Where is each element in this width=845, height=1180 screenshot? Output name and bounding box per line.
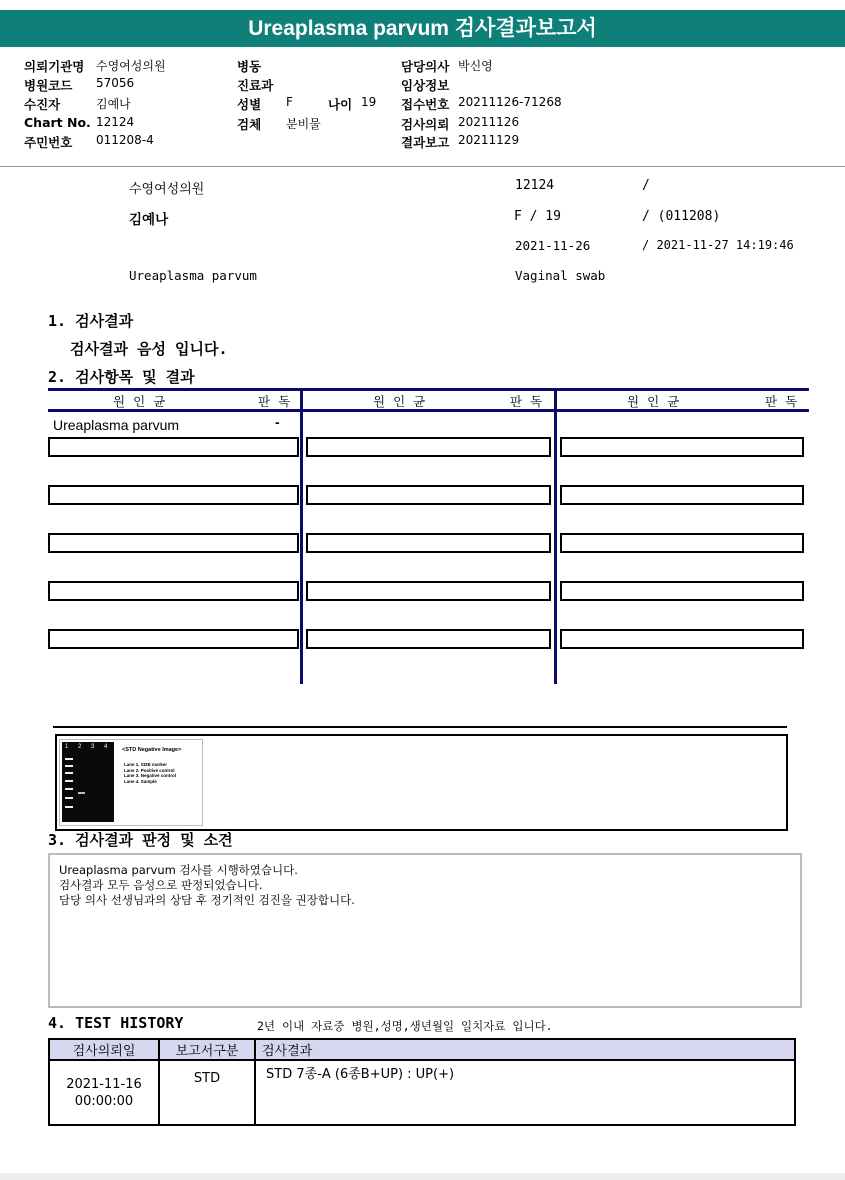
marker-band: [65, 797, 73, 799]
history-header-row: [49, 1039, 795, 1060]
empty-result-box: [306, 533, 551, 553]
empty-result-box: [306, 629, 551, 649]
gel-legend-item: Lane 3. Negative control: [124, 773, 177, 778]
summary-birth: / (011208): [642, 209, 721, 224]
empty-result-box: [48, 533, 299, 553]
empty-result-box: [306, 581, 551, 601]
history-table: [48, 1038, 796, 1126]
doctor-value: 박신영: [458, 59, 493, 73]
summary-chart-no: 12124: [515, 178, 555, 193]
col3-judgement-header: 판독: [765, 394, 806, 409]
patient-value: 김예나: [96, 97, 131, 111]
history-col-type: 보고서구분: [159, 1039, 255, 1060]
history-date-cell: [49, 1060, 159, 1125]
marker-band: [65, 765, 73, 767]
report-date-value: 20211129: [458, 133, 520, 147]
history-result: STD 7종-A (6종B+UP) : UP(+): [255, 1060, 795, 1125]
col2-pathogen-header: 원인균: [373, 394, 434, 409]
opinion-text: [59, 863, 355, 908]
summary-report-datetime: / 2021-11-27 14:19:46: [642, 238, 794, 252]
section3-heading: 3. 검사결과 판정 및 소견: [48, 831, 233, 849]
grid-top-rule: [48, 388, 809, 391]
request-date-value: 20211126: [458, 115, 520, 129]
opinion-line: 검사결과 모두 음성으로 판정되었습니다.: [59, 878, 263, 892]
marker-band: [65, 780, 73, 782]
chart-no-label: Chart No.: [24, 115, 91, 130]
section1-heading: 1. 검사결과: [48, 312, 134, 330]
empty-result-box: [560, 629, 804, 649]
age-value: 19: [361, 95, 377, 109]
summary-receipt-date: 2021-11-26: [515, 238, 591, 253]
age-label: 나이: [328, 97, 353, 112]
empty-result-box: [306, 437, 551, 457]
gel-rule: [53, 726, 787, 728]
summary-hospital: 수영여성의원: [129, 182, 205, 197]
clinical-info-label: 임상정보: [401, 78, 450, 93]
col2-judgement-header: 판독: [510, 394, 551, 409]
lane-number: 2: [78, 744, 82, 750]
lane-number: 1: [65, 744, 69, 750]
pathogen-judgement: -: [275, 414, 280, 430]
empty-result-box: [560, 581, 804, 601]
lane-number: 3: [91, 744, 95, 750]
empty-result-box: [48, 485, 299, 505]
history-col-result: 검사결과: [255, 1039, 795, 1060]
grid-divider-2: [554, 388, 557, 684]
gel-legend-item: Lane 1. SIZE marker: [124, 762, 168, 767]
report-title: Ureaplasma parvum 검사결과보고서: [0, 10, 845, 47]
doctor-label: 담당의사: [401, 59, 450, 74]
gel-legend-item: Lane 4. Sample: [124, 778, 157, 784]
summary-slash: /: [642, 178, 650, 193]
summary-patient: 김예나: [129, 212, 169, 228]
table-row: [49, 1060, 795, 1125]
positive-band: [78, 792, 85, 794]
col3-pathogen-header: 원인균: [627, 394, 688, 409]
opinion-line: Ureaplasma parvum 검사를 시행하였습니다.: [59, 863, 298, 877]
request-date-label: 검사의뢰: [401, 117, 450, 132]
receipt-no-label: 접수번호: [401, 97, 450, 112]
grid-divider-1: [300, 388, 303, 684]
summary-specimen: Vaginal swab: [515, 268, 606, 283]
history-col-date: 검사의뢰일: [49, 1039, 159, 1060]
marker-band: [65, 758, 73, 760]
hospital-label: 의뢰기관명: [24, 59, 85, 74]
col1-judgement-header: 판독: [258, 394, 299, 409]
empty-result-box: [48, 581, 299, 601]
marker-band: [65, 788, 73, 790]
rrn-label: 주민번호: [24, 135, 73, 150]
summary-test-name: Ureaplasma parvum: [129, 268, 257, 283]
rrn-value: 011208-4: [96, 133, 154, 147]
page-bottom-edge: [0, 1173, 845, 1180]
section2-heading: 2. 검사항목 및 결과: [48, 368, 195, 386]
chart-no-value: 12124: [96, 115, 135, 129]
history-type: STD: [159, 1060, 255, 1125]
dept-label: 진료과: [237, 78, 274, 93]
section1-result: 검사결과 음성 입니다.: [70, 340, 228, 358]
empty-result-box: [560, 485, 804, 505]
gel-legend-item: Lane 2. Positive control: [124, 767, 175, 773]
hospital-code-label: 병원코드: [24, 78, 73, 93]
hospital-value: 수영여성의원: [96, 59, 166, 73]
sex-label: 성별: [237, 97, 262, 112]
report-date-label: 결과보고: [401, 135, 450, 150]
empty-result-box: [560, 437, 804, 457]
empty-result-box: [48, 437, 299, 457]
history-date: 2021-11-16: [66, 1076, 142, 1092]
marker-band: [65, 772, 73, 774]
pathogen-name: Ureaplasma parvum: [53, 417, 180, 433]
summary-sex-age: F / 19: [514, 209, 561, 224]
patient-label: 수진자: [24, 97, 61, 112]
specimen-value: 분비물: [286, 117, 321, 131]
ward-label: 병동: [237, 59, 262, 74]
header-divider: [0, 166, 845, 167]
lane-number: 4: [104, 744, 108, 750]
empty-result-box: [306, 485, 551, 505]
col1-pathogen-header: 원인균: [113, 394, 174, 409]
section4-heading: 4. TEST HISTORY: [48, 1014, 184, 1032]
opinion-line: 담당 의사 선생님과의 상담 후 정기적인 검진을 권장합니다.: [59, 893, 355, 907]
gel-caption-title: <STD Negative Image>: [122, 747, 182, 753]
gel-figure: [59, 739, 203, 826]
sex-value: F: [286, 95, 293, 109]
opinion-box: [48, 853, 802, 1008]
hospital-code-value: 57056: [96, 76, 135, 90]
history-note: 2년 이내 자료중 병원,성명,생년월일 일치자료 입니다.: [257, 1019, 553, 1033]
empty-result-box: [48, 629, 299, 649]
history-time: 00:00:00: [74, 1093, 134, 1109]
gel-legend: [124, 762, 176, 784]
empty-result-box: [560, 533, 804, 553]
receipt-no-value: 20211126-71268: [458, 95, 562, 109]
gel-image: [62, 742, 114, 822]
specimen-label: 검체: [237, 117, 262, 132]
marker-band: [65, 806, 73, 808]
